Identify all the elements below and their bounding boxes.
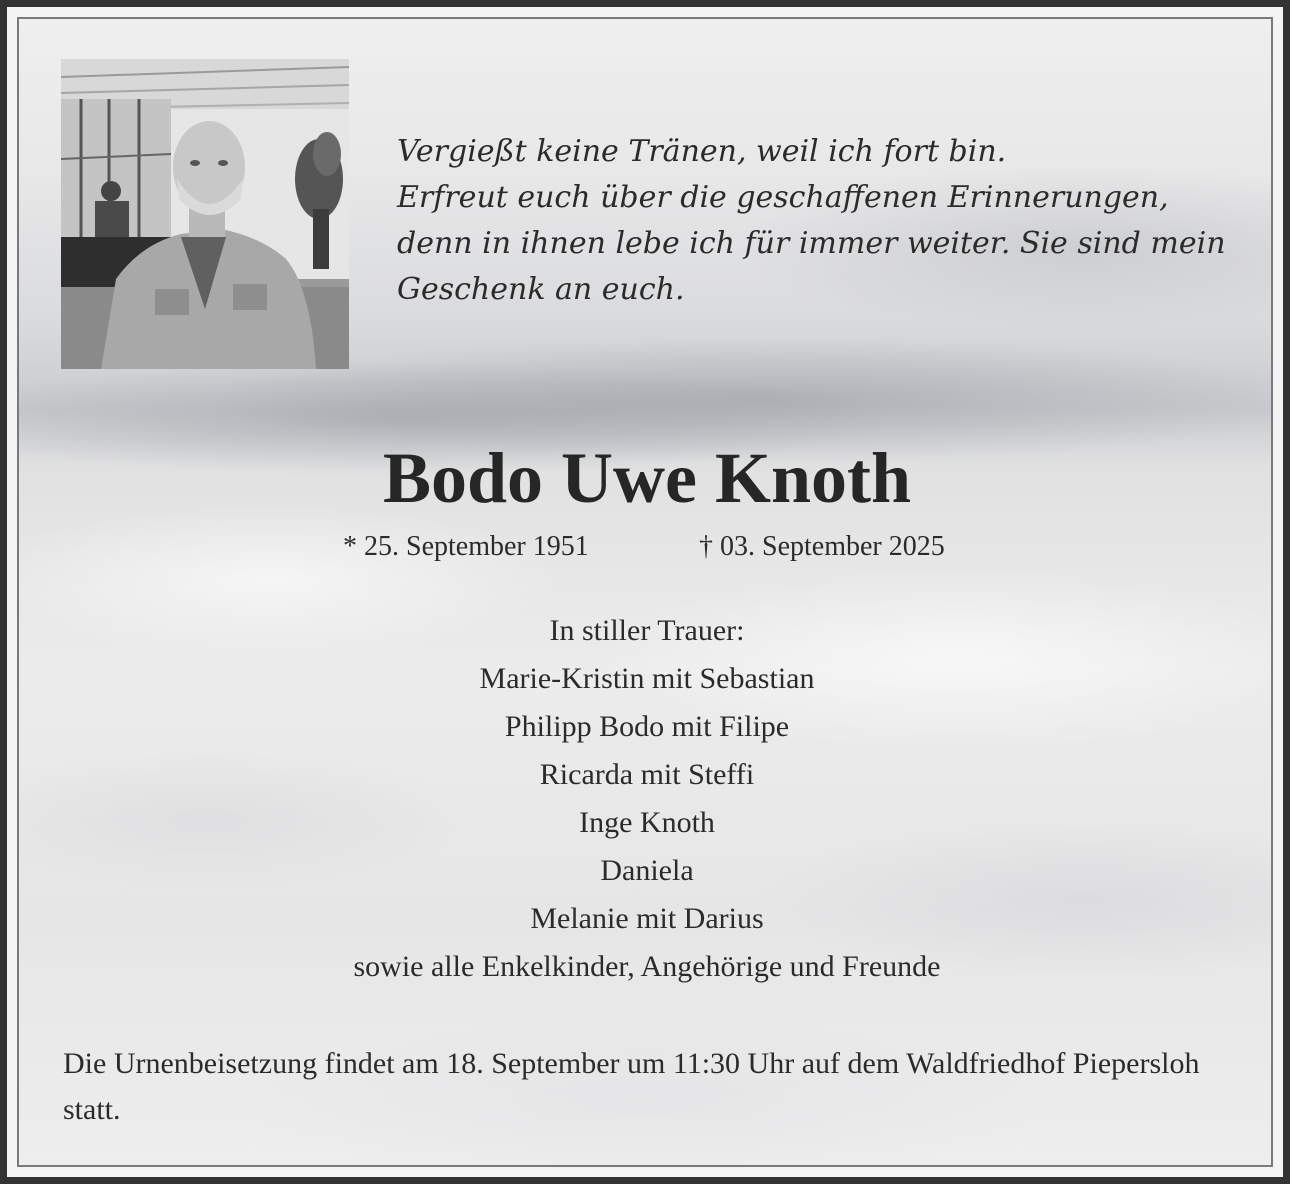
portrait-illustration [61,59,349,369]
quote-line: denn in ihnen lebe ich für immer weiter. Sie sind mein [397,226,1226,261]
mourner-name: Inge Knoth [579,806,715,839]
notice-card [17,17,1273,1167]
birth-date: * 25. September 1951 [343,531,589,562]
mourner-name: sowie alle Enkelkinder, Angehörige und Freunde [353,950,941,983]
deceased-name: Bodo Uwe Knoth [382,438,912,518]
quote-line: Vergießt keine Tränen, weil ich fort bin. [397,134,1007,169]
funeral-notice: Die Urnenbeisetzung findet am 18. September um 11:30 Uhr auf dem Waldfriedhof Piepersloh statt. [63,1047,1200,1126]
mourner-name: Daniela [600,854,694,887]
mourners-list [19,607,1273,991]
mourner-name: Melanie mit Darius [530,902,764,935]
portrait-photo [61,59,349,369]
mourner-name: Philipp Bodo mit Filipe [504,710,790,743]
quote-line: Geschenk an euch. [397,272,685,307]
mourners-intro: In stiller Trauer: [549,614,745,647]
mourner-name: Ricarda mit Steffi [539,758,755,791]
mourner-name: Marie-Kristin mit Sebastian [479,662,815,695]
memorial-quote [397,129,1257,313]
quote-line: Erfreut euch über die geschaffenen Erinnerungen, [397,180,1169,215]
death-date: † 03. September 2025 [699,531,945,562]
